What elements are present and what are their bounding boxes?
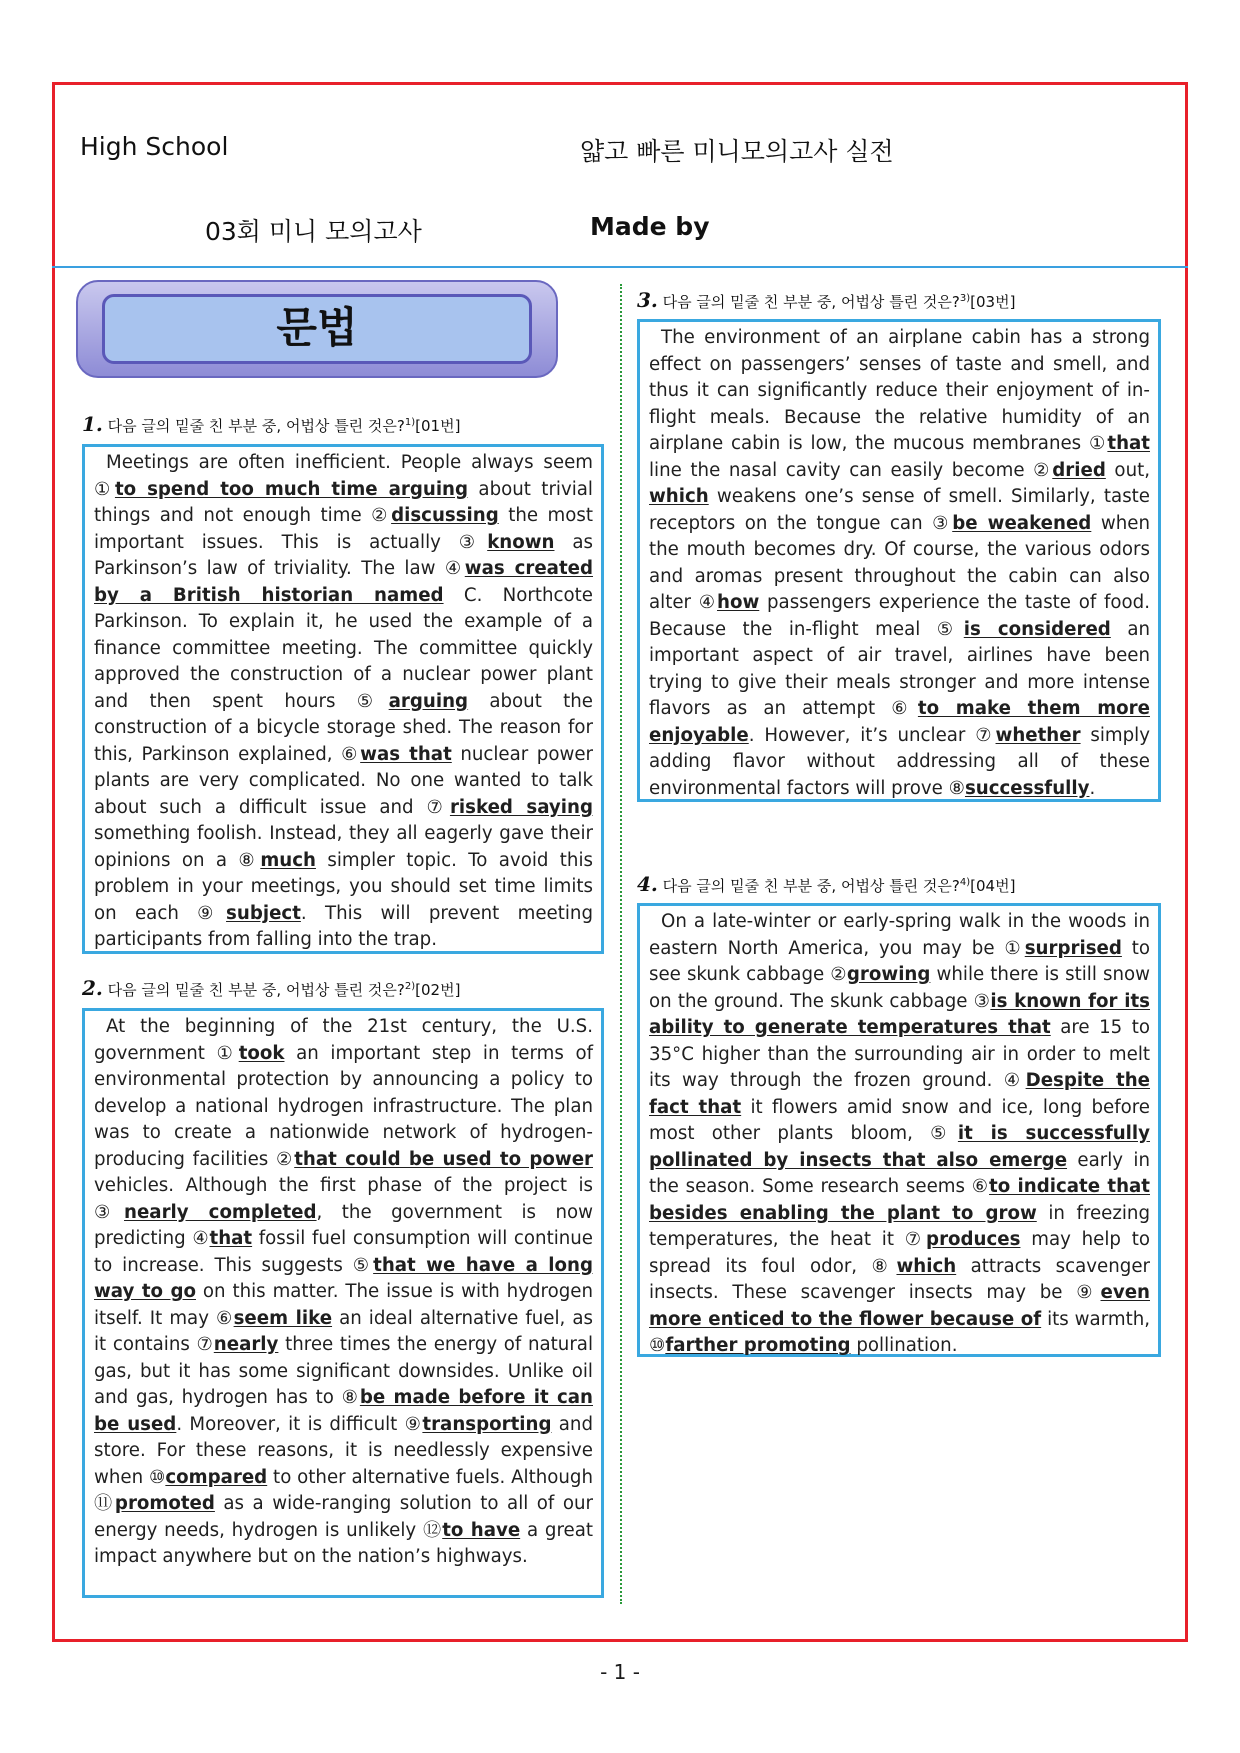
passage-segment: a great impact anywhere but on the nation’s highways.	[94, 1519, 594, 1567]
underlined-choice: known	[487, 531, 555, 553]
underlined-choice: that we have a long way to go	[94, 1254, 593, 1302]
passage-segment: about trivial things and not enough time ②	[94, 478, 593, 526]
underlined-choice: farther promoting	[665, 1335, 851, 1356]
question-number: 1.	[82, 412, 103, 436]
section-title: 문법	[102, 294, 532, 364]
passage-segment: . This will prevent meeting participants from falling into the trap.	[94, 902, 593, 950]
question-number: 2.	[82, 976, 103, 1000]
passage-segment: fossil fuel consumption will continue to increase. This suggests ⑤	[94, 1228, 593, 1276]
passage-segment: to other alternative fuels. Although ⑪	[94, 1466, 593, 1514]
question-number: 4.	[637, 872, 658, 896]
underlined-choice: which	[649, 486, 709, 507]
underlined-choice: to have	[442, 1519, 521, 1541]
passage-text	[94, 1014, 593, 1571]
underlined-choice: was created by a British historian named	[94, 558, 594, 606]
passage-segment: . Moreover, it is difficult ⑨	[176, 1413, 423, 1435]
made-by-label: Made by	[590, 212, 710, 241]
passage-text	[649, 909, 1150, 1360]
footnote-marker: 1)	[404, 417, 416, 428]
question-prompt: 다음 글의 밑줄 친 부분 중, 어법상 틀린 것은?	[662, 877, 960, 895]
underlined-choice: compared	[165, 1466, 268, 1488]
school-label: High School	[80, 132, 229, 161]
question-2-passage	[82, 1008, 604, 1598]
passage-segment: on this matter. The issue is with hydrogen itself. It may ⑥	[94, 1281, 593, 1329]
underlined-choice: that	[1107, 433, 1150, 454]
passage-segment: in freezing temperatures, the heat it ⑦	[649, 1202, 1150, 1250]
passage-segment: nuclear power plants are very complicated. No one wanted to talk about such a difficult issue and ⑦	[94, 743, 594, 818]
underlined-choice: subject	[226, 902, 301, 924]
underlined-choice: much	[260, 849, 316, 871]
passage-segment: vehicles. Although the first phase of the project is ③	[94, 1175, 593, 1223]
passage-segment: about the construction of a bicycle storage shed. The reason for this, Parkinson explained, ⑥	[94, 690, 593, 765]
question-2-title	[82, 976, 460, 1000]
passage-segment: , the government is now predicting ④	[94, 1201, 594, 1249]
passage-segment: . However, it’s unclear ⑦	[748, 724, 996, 746]
header-divider	[52, 266, 1188, 268]
passage-segment: pollination.	[850, 1335, 958, 1356]
underlined-choice: it is successfully pollinated by insects that also emerge	[649, 1123, 1150, 1171]
exam-number: 03회 미니 모의고사	[205, 217, 422, 246]
passage-segment: it flowers amid snow and ice, long before most other plants bloom, ⑤	[649, 1096, 1151, 1144]
passage-segment: .	[1089, 777, 1096, 799]
footnote-marker: 2)	[404, 981, 416, 992]
passage-segment: to see skunk cabbage ②	[649, 937, 1150, 985]
underlined-choice: that	[209, 1228, 253, 1249]
footnote-marker: 3)	[959, 293, 971, 304]
underlined-choice: to spend too much time arguing	[114, 478, 469, 500]
underlined-choice: promoted	[114, 1493, 215, 1514]
underlined-choice: seem like	[233, 1307, 333, 1329]
underlined-choice: surprised	[1024, 937, 1122, 959]
passage-text	[649, 325, 1150, 802]
passage-segment: The environment of an airplane cabin has a strong effect on passengers’ senses of taste and smell, and thus it can significantly reduce their enjoyment of in-flight meals. Because the relative humidity of an airplane cabin is low, the mucous membranes ①	[649, 327, 1150, 454]
underlined-choice: is known for its ability to generate temperatures that	[649, 990, 1150, 1038]
question-ref: [03번]	[970, 293, 1016, 311]
passage-segment: something foolish. Instead, they all eagerly gave their opinions on a ⑧	[94, 823, 593, 871]
question-number: 3.	[637, 288, 658, 312]
underlined-choice: was that	[360, 743, 452, 765]
passage-segment: passengers experience the taste of food. Because the in-flight meal ⑤	[649, 592, 1150, 640]
underlined-choice: be made before it can be used	[94, 1387, 593, 1435]
underlined-choice: nearly completed	[124, 1201, 317, 1223]
passage-segment: as Parkinson’s law of triviality. The law ④	[94, 531, 593, 579]
passage-segment: may help to spread its foul odor, ⑧	[649, 1229, 1150, 1277]
exam-subtitle: 얇고 빠른 미니모의고사 실전	[580, 137, 894, 166]
passage-segment: At the beginning of the 21st century, the U.S. government ①	[94, 1016, 593, 1064]
underlined-choice: arguing	[388, 690, 469, 712]
underlined-choice: which	[896, 1255, 957, 1277]
passage-segment: the most important issues. This is actually ③	[94, 505, 593, 553]
question-4-title	[637, 872, 1015, 896]
passage-segment: and store. For these reasons, it is needlessly expensive when ⑩	[94, 1413, 593, 1488]
passage-segment: while there is still snow on the ground. The skunk cabbage ③	[649, 964, 1150, 1012]
question-4-passage	[637, 903, 1161, 1357]
underlined-choice: risked saying	[449, 796, 593, 818]
passage-segment: when the mouth becomes dry. Of course, the various odors and aromas present throughout the cabin can also alter ④	[649, 512, 1150, 613]
passage-segment: simply adding flavor without addressing all of these environmental factors will prove ⑧	[649, 724, 1150, 799]
question-1-passage	[82, 444, 604, 954]
question-3-passage	[637, 319, 1161, 802]
underlined-choice: to indicate that besides enabling the plant to grow	[649, 1176, 1150, 1224]
question-ref: [02번]	[415, 981, 461, 999]
passage-segment: early in the season. Some research seems ⑥	[649, 1149, 1150, 1197]
underlined-choice: even more enticed to the flower because of	[649, 1282, 1150, 1330]
passage-segment: C. Northcote Parkinson. To explain it, he used the example of a finance committee meeting. The committee quickly approved the construction of a nuclear power plant and then spent hours ⑤	[94, 584, 593, 712]
question-ref: [04번]	[970, 877, 1016, 895]
underlined-choice: produces	[926, 1229, 1021, 1250]
underlined-choice: nearly	[213, 1334, 279, 1355]
passage-segment: an ideal alternative fuel, as it contains ⑦	[94, 1307, 593, 1355]
passage-segment: Meetings are often inefficient. People always seem ①	[94, 452, 593, 500]
underlined-choice: is considered	[963, 618, 1111, 640]
passage-segment: line the nasal cavity can easily become ②	[649, 459, 1053, 481]
passage-segment: as a wide-ranging solution to all of our energy needs, hydrogen is unlikely ⑫	[94, 1493, 593, 1541]
passage-segment: simpler topic. To avoid this problem in your meetings, you should set time limits on each ⑨	[94, 849, 593, 924]
underlined-choice: whether	[995, 724, 1081, 746]
question-prompt: 다음 글의 밑줄 친 부분 중, 어법상 틀린 것은?	[107, 981, 405, 999]
question-3-title	[637, 288, 1015, 312]
underlined-choice: growing	[846, 964, 931, 985]
passage-segment: attracts scavenger insects. These scavenger insects may be ⑨	[649, 1255, 1150, 1303]
underlined-choice: be weakened	[952, 512, 1092, 534]
passage-segment: out,	[1105, 459, 1151, 481]
passage-segment: are 15 to 35°C higher than the surrounding air in order to melt its way through the frozen ground. ④	[649, 1017, 1150, 1091]
passage-segment: weakens one’s sense of smell. Similarly, taste receptors on the tongue can ③	[649, 486, 1150, 534]
page-number: - 1 -	[600, 1660, 640, 1684]
underlined-choice: Despite the fact that	[649, 1070, 1150, 1118]
passage-segment: its warmth, ⑩	[649, 1308, 1151, 1356]
column-divider	[620, 284, 622, 1604]
question-prompt: 다음 글의 밑줄 친 부분 중, 어법상 틀린 것은?	[107, 417, 405, 435]
passage-segment: three times the energy of natural gas, but it has some significant downsides. Unlike oil and gas, hydrogen has to ⑧	[94, 1334, 593, 1408]
underlined-choice: discussing	[391, 505, 499, 526]
underlined-choice: dried	[1052, 459, 1106, 481]
underlined-choice: took	[238, 1042, 285, 1064]
footnote-marker: 4)	[959, 877, 971, 888]
question-ref: [01번]	[415, 417, 461, 435]
question-1-title	[82, 412, 460, 436]
passage-segment: an important step in terms of environmental protection by announcing a policy to develop a national hydrogen infrastructure. The plan was to create a nationwide network of hydrogen-producing facilities ②	[94, 1042, 593, 1170]
passage-segment: On a late-winter or early-spring walk in the woods in eastern North America, you may be ①	[649, 911, 1150, 959]
underlined-choice: successfully	[964, 777, 1090, 799]
underlined-choice: to make them more enjoyable	[649, 698, 1150, 746]
underlined-choice: transporting	[422, 1413, 552, 1435]
passage-segment: an important aspect of air travel, airlines have been trying to give their meals stronger and more intense flavors as an attempt ⑥	[649, 618, 1150, 719]
passage-text	[94, 450, 593, 954]
underlined-choice: how	[717, 592, 760, 613]
question-prompt: 다음 글의 밑줄 친 부분 중, 어법상 틀린 것은?	[662, 293, 960, 311]
underlined-choice: that could be used to power	[294, 1148, 593, 1170]
